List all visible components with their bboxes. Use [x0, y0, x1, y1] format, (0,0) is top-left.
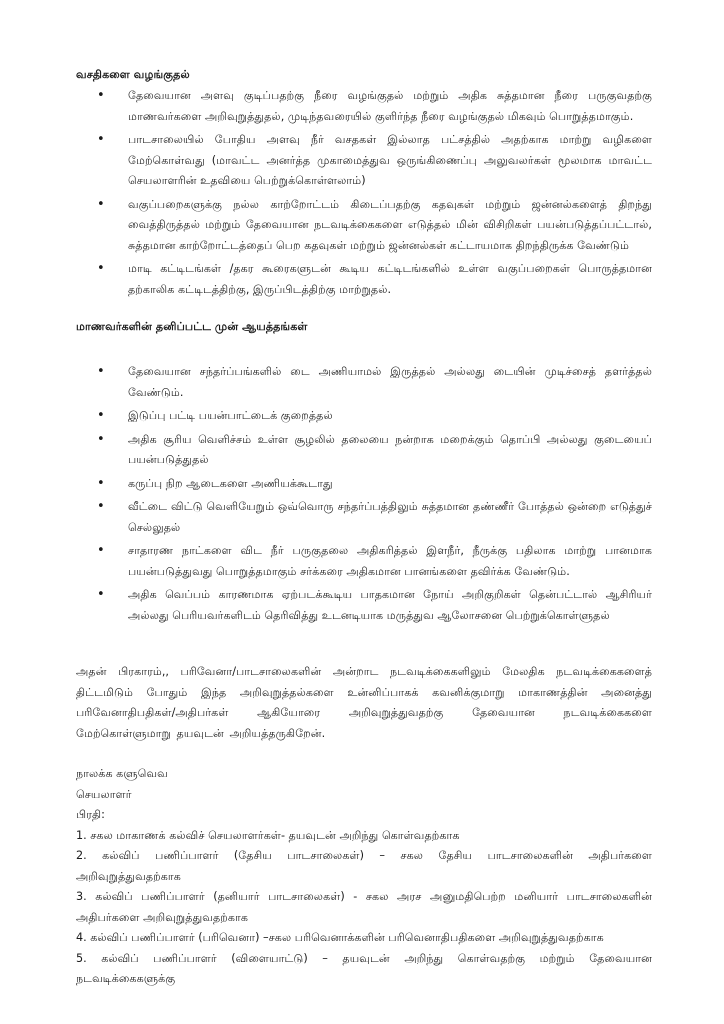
bullet-icon: • [97, 364, 105, 379]
list-item: • இடுப்பு பட்டி பயன்பாட்டைக் குறைத்தல் [128, 406, 652, 427]
bullet-icon: • [97, 261, 105, 276]
bullet-list [76, 362, 652, 626]
bullet-icon: • [97, 499, 105, 514]
copy-item: 1. சகல மாகாணக் கல்விச் செயலாளர்கள்- தயவுடன் அறிந்து கொள்வதற்காக [76, 828, 460, 842]
section-heading: மாணவர்களின் தனிப்பட்ட முன் ஆயத்தங்கள் [76, 320, 308, 333]
section-heading: வசதிகளை வழங்குதல் [76, 68, 190, 81]
list-item: • சாதாரண நாட்களை விட நீர் பருகுதலை அதிகரித்தல் இளநீர், நீருக்கு பதிலாக மாற்று பானமாக பயன்படுத்துவது பொறுத்தமாகும் சர்க்கரை அதிகமான பானங்களை தவிர்க்க வேண்டும். [97, 543, 652, 578]
document-page [76, 66, 652, 990]
section-facilities [76, 66, 652, 300]
signatory-name: நாலக்க களுவெவ [76, 767, 168, 780]
copy-item: 5. கல்விப் பணிப்பாளர் (விளையாட்டு) – தயவுடன் அறிந்து கொள்வதற்கு மற்றும் தேவையான நடவடிக்கைகளுக்கு [76, 951, 652, 985]
list-item: • தேவையான அளவு குடிப்பதற்கு நீரை வழங்குதல் மற்றும் அதிக சுத்தமான நீரை பருகுவதற்கு மாணவர்களை அறிவுறுத்துதல், முடிந்தவரையில் குளிர்ந்த நீரை வழங்குதல் மிகவும் பொறுத்தமாகும். [97, 88, 652, 123]
bullet-icon: • [97, 408, 105, 423]
bullet-list [76, 86, 652, 300]
section-student-preparations [76, 318, 652, 626]
list-item: • கருப்பு நிற ஆடைகளை அணியக்கூடாது [128, 474, 652, 495]
copy-label: பிரதி: [76, 808, 105, 821]
list-item: • வீட்டை விட்டு வெளியேறும் ஒவ்வொரு சந்தர்ப்பத்திலும் சுத்தமான தண்ணீர் போத்தல் ஒன்றை எடுத்துச் செல்லுதல் [97, 499, 652, 534]
list-item: • வகுப்பறைகளுக்கு நல்ல காற்றோட்டம் கிடைப்பதற்கு கதவுகள் மற்றும் ஜன்னல்களைத் திறந்து வைத்திருத்தல் மற்றும் தேவையான நடவடிக்கைகளை எடுத்தல் மின் விசிறிகள் பயன்படுத்தப்பட்டால், சுத்தமான காற்றோட்டத்தைப் பெற கதவுகள் மற்றும் ஜன்னல்கள் கட்டாயமாக திறந்திருக்க வேண்டும் [97, 196, 652, 252]
bullet-icon: • [97, 475, 105, 491]
closing-paragraph: அதன் பிரகாரம்,, பரிவேனா/பாடசாலைகளின் அன்றாட நடவடிக்கைகளிலும் மேலதிக நடவடிக்கைகளைத் திட்டமிடும் போதும் இந்த அறிவுறுத்தல்களை உன்னிப்பாகக் கவனிக்குமாறு மாகாணத்தின் அனைத்து பரிவேனாதிபதிகள்/அதிபர்கள் ஆகியோரை அறிவுறுத்துவதற்கு தேவையான நடவடிக்கைகளை மேற்கொள்ளுமாறு தயவுடன் அறியத்தருகிறேன். [76, 665, 652, 740]
list-item: • அதிக சூரிய வெளிச்சம் உள்ள சூழலில் தலையை நன்றாக மறைக்கும் தொப்பி அல்லது குடையைப் பயன்படுத்துதல் [97, 431, 652, 466]
bullet-icon: • [97, 587, 105, 602]
bullet-icon: • [97, 431, 105, 447]
copy-item: 2. கல்விப் பணிப்பாளர் (தேசிய பாடசாலைகள்) – சகல தேசிய பாடசாலைகளின் அதிபர்களை அறிவுறுத்துவதற்காக [76, 849, 652, 883]
bullet-icon: • [97, 88, 105, 103]
list-item: • மாடி கட்டிடங்கள் /தகர கூரைகளுடன் கூடிய கட்டிடங்களில் உள்ள வகுப்பறைகள் பொருத்தமான தற்காலிக கட்டிடத்திற்கு, இருப்பிடத்திற்கு மாற்றுதல். [97, 261, 652, 296]
copy-item: 3. கல்விப் பணிப்பாளர் (தனியார் பாடசாலைகள்) - சகல அரச அனுமதிபெற்ற மனியார் பாடசாலைகளின் அதிபர்களை அறிவுறுத்துவதற்காக [76, 890, 652, 924]
list-item: • தேவையான சந்தர்ப்பங்களில் டை அணியாமல் இருத்தல் அல்லது டையின் முடிச்சைத் தளர்த்தல் வேண்டும். [97, 364, 652, 399]
bullet-icon: • [97, 132, 105, 147]
bullet-icon: • [97, 543, 105, 558]
copy-list [76, 826, 652, 990]
list-item: • அதிக வெப்பம் காரணமாக ஏற்படக்கூடிய பாதகமான நோய் அறிகுறிகள் தென்பட்டால் ஆசிரியர் அல்லது பெரியவர்களிடம் தெரிவித்து உடனடியாக மருத்துவ ஆலோசனை பெற்றுக்கொள்ளுதல் [97, 587, 652, 622]
signature-block [76, 764, 652, 826]
list-item: • பாடசாலையில் போதிய அளவு நீர் வசதகள் இல்லாத பட்சத்தில் அதற்காக மாற்று வழிகளை மேற்கொள்வது (மாவட்ட அனர்த்த முகாமைத்துவ ஒருங்கிணைப்பு அலுவலர்கள் மூலமாக மாவட்ட செயலாளரின் உதவியை பெற்றுக்கொள்ளலாம்) [97, 132, 652, 187]
copy-item: 4. கல்விப் பணிப்பாளர் (பரிவெனா) –சகல பரிவெனாக்களின் பரிவெனாதிபதிகளை அறிவுறுத்துவதற்காக [76, 931, 604, 944]
signatory-title: செயலாளர் [76, 787, 132, 801]
bullet-icon: • [97, 196, 105, 212]
